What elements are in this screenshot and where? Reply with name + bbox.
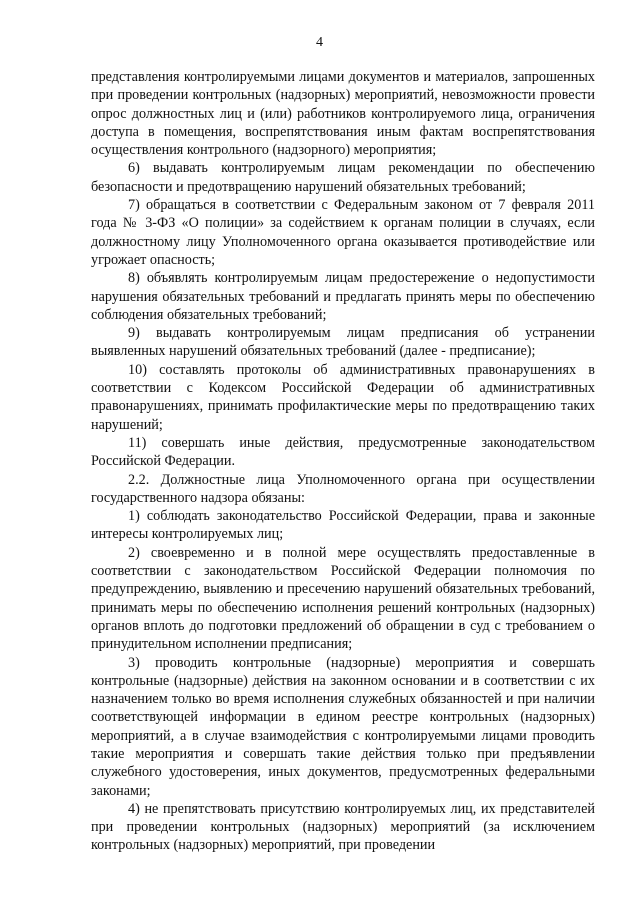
paragraph-continuation: представления контролируемыми лицами документов и материалов, запрошенных при проведении контрольных (надзорных) мероприятий, невозможности провести опрос должностных лиц и (или) работников контролируемого лица, ограничения доступа в помещения, воспрепятствования иным фактам воспрепятствования осуществления контрольного (надзорного) мероприятия; [91,69,595,159]
paragraph-duty-1: 1) соблюдать законодательство Российской Федерации, права и законные интересы контролируемых лиц; [91,508,595,543]
paragraph-item-6: 6) выдавать контролируемым лицам рекомендации по обеспечению безопасности и предотвращению нарушений обязательных требований; [91,160,595,195]
paragraph-duty-2: 2) своевременно и в полной мере осуществлять предоставленные в соответствии с законодательством Российской Федерации полномочия по предупреждению, выявлению и пресечению нарушений обязательных требований, принимать меры по обеспечению исполнения решений контрольных (надзорных) органов вплоть до подготовки предложений об обращении в суд с требованием о принудительном исполнении предписания; [91,544,595,653]
paragraph-item-7: 7) обращаться в соответствии с Федеральным законом от 7 февраля 2011 года № 3-ФЗ «О полиции» за содействием к органам полиции в случаях, если должностному лицу Уполномоченного органа оказывается противодействие или угрожает опасность; [91,197,595,268]
paragraph-item-8: 8) объявлять контролируемым лицам предостережение о недопустимости нарушения обязательных требований и предлагать принять меры по обеспечению соблюдения обязательных требований; [91,270,595,323]
paragraph-duty-3: 3) проводить контрольные (надзорные) мероприятия и совершать контрольные (надзорные) действия на законном основании и в соответствии с их назначением только во время исполнения служебных обязанностей и при наличии соответствующей информации в едином реестре контрольных (надзорных) мероприятий, а в случае взаимодействия с контролируемыми лицами проводить такие мероприятия и совершать такие действия только при предъявлении служебного удостоверения, иных документов, предусмотренных федеральными законами; [91,654,595,799]
paragraph-item-9: 9) выдавать контролируемым лицам предписания об устранении выявленных нарушений обязательных требований (далее - предписание); [91,325,595,360]
paragraph-duty-4: 4) не препятствовать присутствию контролируемых лиц, их представителей при проведении контрольных (надзорных) мероприятий (за исключением контрольных (надзорных) мероприятий, при проведении [91,800,595,854]
document-body [91,68,595,855]
section-2-2-heading: 2.2. Должностные лица Уполномоченного органа при осуществлении государственного надзора обязаны: [91,471,595,506]
paragraph-item-10: 10) составлять протоколы об административных правонарушениях в соответствии с Кодексом Российской Федерации об административных правонарушениях, принимать профилактические меры по предотвращению таких нарушений; [91,361,595,433]
paragraph-item-11: 11) совершать иные действия, предусмотренные законодательством Российской Федерации. [91,434,595,470]
page-number: 4 [316,35,323,50]
